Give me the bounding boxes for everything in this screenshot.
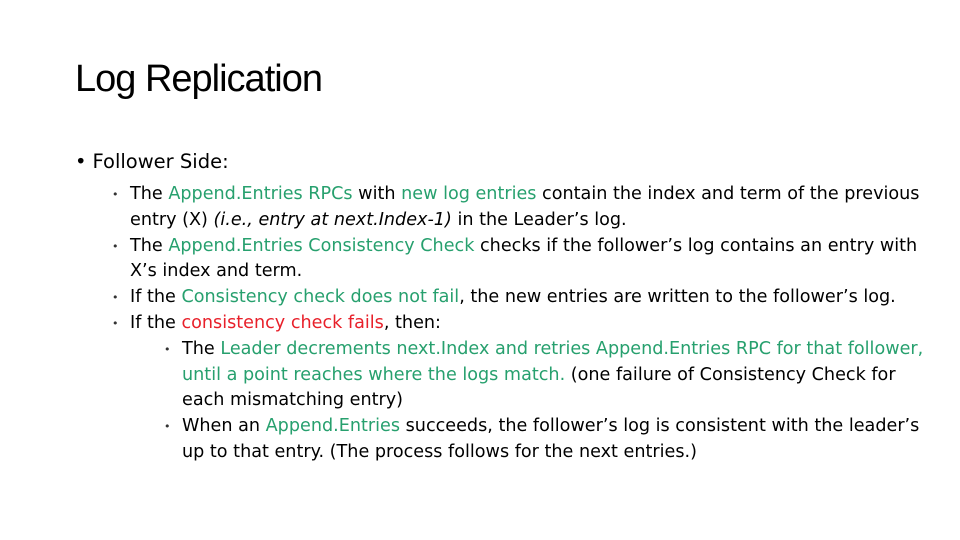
bullet-marker: • xyxy=(112,188,119,201)
list-item-check-passes xyxy=(112,285,942,311)
highlight-term: Leader decrements next.Index and retries Append.Entries RPC for that follower, until a point reaches where the logs match. xyxy=(182,338,924,385)
text-run: in the Leader’s log. xyxy=(451,209,627,230)
text-run: with xyxy=(352,184,402,204)
text-run: If the xyxy=(130,312,182,333)
bullet-marker: • xyxy=(75,150,87,173)
bullet-marker: • xyxy=(112,239,119,253)
slide-title: Log Replication xyxy=(75,58,322,100)
list-item-append-entries xyxy=(112,182,942,234)
bullet-marker: • xyxy=(112,316,119,330)
text-run: , the new entries are written to the follower’s log. xyxy=(459,287,896,308)
text-run: checks if the follower’s log contains an entry with X’s index and term. xyxy=(130,235,918,282)
highlight-term-red: consistency check fails xyxy=(181,312,384,333)
bullet-marker: • xyxy=(112,291,119,305)
sub-item-append-succeeds xyxy=(164,414,942,466)
bullet-marker: • xyxy=(164,420,171,434)
list-item-check-fails xyxy=(112,311,942,466)
bullet-marker: • xyxy=(164,342,171,356)
text-run: The xyxy=(130,184,169,204)
highlight-term: Consistency check does not fail xyxy=(181,287,460,308)
highlight-term: Append.Entries Consistency Check xyxy=(168,235,475,256)
text-run: contain the index and term of the previous entry (X) xyxy=(130,184,920,230)
list-item-consistency-check xyxy=(112,234,942,286)
text-run: The xyxy=(182,338,221,359)
sub-item-leader-decrements xyxy=(164,337,942,414)
italic-note: (i.e., entry at next.Index-1) xyxy=(213,209,452,230)
highlight-term: Append.Entries RPCs xyxy=(168,184,353,204)
highlight-term: Append.Entries xyxy=(265,416,401,437)
bullet-follower-side xyxy=(75,150,229,173)
text-run: , then: xyxy=(383,312,441,333)
highlight-term: new log entries xyxy=(401,184,537,204)
sub-list xyxy=(130,337,942,466)
bullet-follower-side-text: Follower Side: xyxy=(92,150,229,173)
text-run: If the xyxy=(130,287,182,308)
text-run: (one failure of Consistency Check for each mismatching entry) xyxy=(182,364,896,411)
follower-side-list xyxy=(112,182,942,466)
text-run: succeeds, the follower’s log is consistent with the leader’s up to that entry. (The process follows for the next entries.) xyxy=(182,416,920,462)
text-run: The xyxy=(130,235,169,256)
text-run: When an xyxy=(182,416,266,437)
